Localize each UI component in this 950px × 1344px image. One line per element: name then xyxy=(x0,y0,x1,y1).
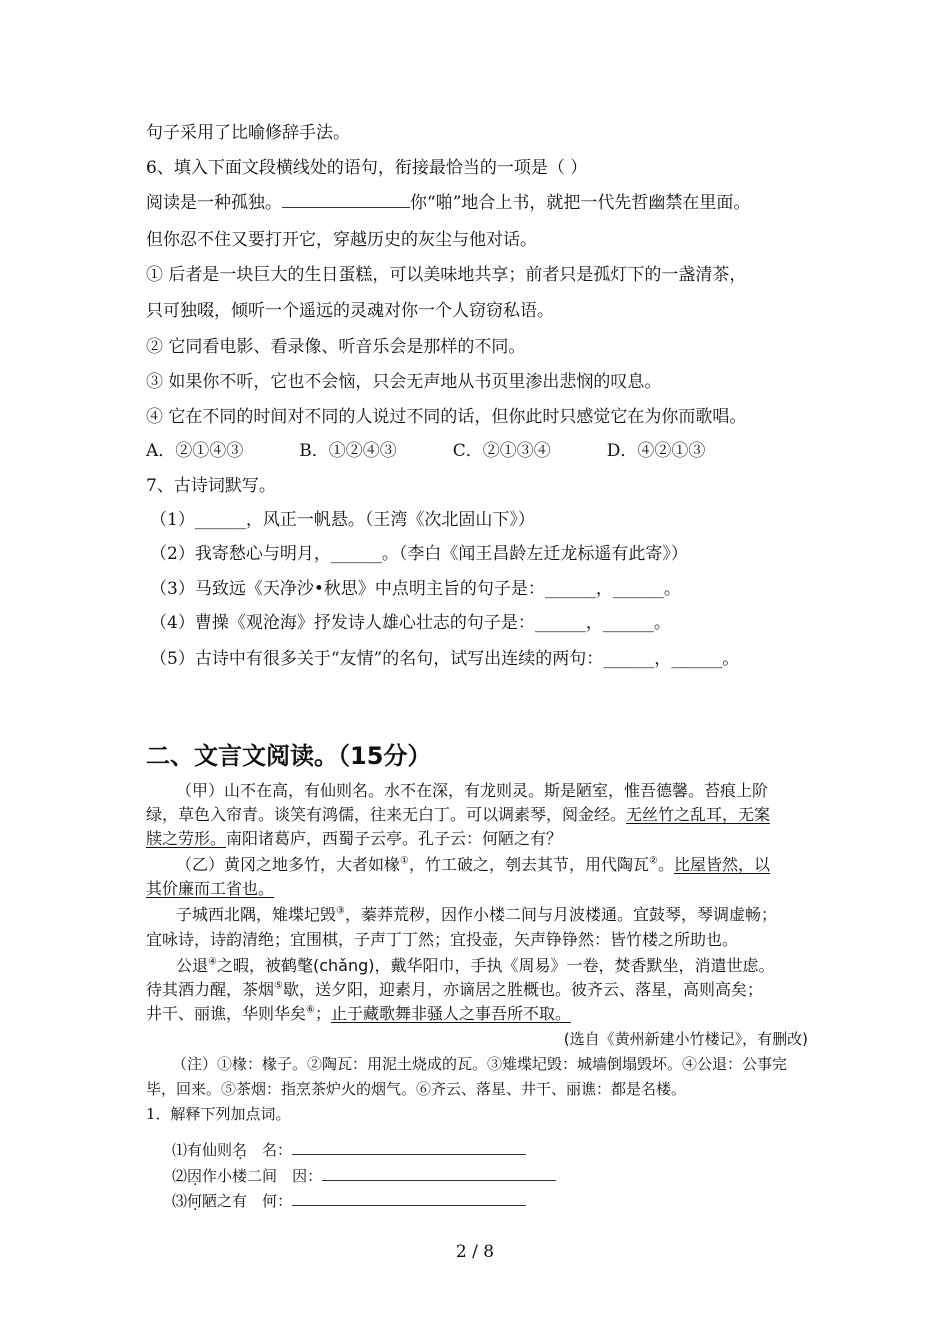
p3-line1: 公退④之暇，被鹤氅(chǎng)，戴华阳巾，手执《周易》一卷，焚香默坐，消遣世虑。 xyxy=(176,956,775,975)
q6-para-line2: 但你忍不住又要打开它，穿越历史的灰尘与他对话。 xyxy=(146,230,537,250)
q7-item-3: （3）马致远《天净沙•秋思》中点明主旨的句子是：______，______。 xyxy=(150,579,681,599)
footnote-mark: ⑥ xyxy=(306,1004,315,1016)
q6-options xyxy=(146,439,761,463)
q6-sentence-4: ④ 它在不同的时间对不同的人说过不同的话，但你此时只感觉它在为你而歌唱。 xyxy=(146,407,747,427)
source-citation: (选自《黄州新建小竹楼记》，有删改) xyxy=(563,1030,808,1048)
q7-item-4: （4）曹操《观沧海》抒发诗人雄心壮志的句子是：______，______。 xyxy=(150,613,671,633)
yi-line2 xyxy=(146,877,274,901)
q6-sentence-1b: 只可独啜，倾听一个遥远的灵魂对你一个人窃窃私语。 xyxy=(146,301,554,321)
footnote-mark: ① xyxy=(400,855,409,867)
answer-blank[interactable] xyxy=(292,1193,526,1206)
q7-item-1: （1）______，风正一帆悬。（王湾《次北固山下》） xyxy=(150,510,535,530)
q7-item-5: （5）古诗中有很多关于“友情”的名句，试写出连续的两句：______，______。 xyxy=(150,649,740,669)
q1-title: 1．解释下列加点词。 xyxy=(146,1105,291,1123)
underlined-sentence: 其价廉而工省也。 xyxy=(146,879,275,898)
q5-tail: 句子采用了比喻修辞手法。 xyxy=(146,123,350,143)
dotted-word: 因 xyxy=(187,1167,203,1185)
q6-sentence-3: ③ 如果你不听，它也不会恼，只会无声地从书页里渗出悲悯的叹息。 xyxy=(146,372,662,392)
answer-blank[interactable] xyxy=(322,1168,556,1181)
footnote-mark: ④ xyxy=(208,956,217,968)
note-line1: （注）①椽：椽子。②陶瓦：用泥土烧成的瓦。③雉堞圮毁：城墙倒塌毁坏。④公退：公事完 xyxy=(172,1055,788,1073)
explain-item-1: ⑴有仙则名 名： xyxy=(172,1138,526,1162)
option-a[interactable]: A．②①④③ xyxy=(146,441,244,461)
dotted-word: 名 xyxy=(232,1141,248,1159)
jia-line2: 绿，草色入帘青。谈笑有鸿儒，往来无白丁。可以调素琴，阅金经。无丝竹之乱耳，无案 xyxy=(146,805,771,824)
option-d[interactable]: D．④②①③ xyxy=(606,441,706,461)
underlined-sentence: 比屋皆然，以 xyxy=(673,855,770,874)
q6-para-line1: 阅读是一种孤独。 你“啪”地合上书，就把一代先哲幽禁在里面。 xyxy=(146,193,751,213)
q6-sentence-2: ② 它同看电影、看录像、听音乐会是那样的不同。 xyxy=(146,337,526,357)
p3-line3: 井干、丽谯，华则华矣⑥；止于藏歌舞非骚人之事吾所不取。 xyxy=(146,1004,572,1023)
explain-item-2: ⑵因作小楼二间 因： xyxy=(172,1164,556,1188)
p3-line2: 待其酒力醒，茶烟⑤歇，送夕阳，迎素月，亦谪居之胜概也。彼齐云、落星，高则高矣； xyxy=(146,980,763,999)
option-c[interactable]: C．②①③④ xyxy=(452,441,551,461)
jia-line1: （甲）山不在高，有仙则名。水不在深，有龙则灵。斯是陋室，惟吾德馨。苔痕上阶 xyxy=(176,781,769,800)
jia-line3: 牍之劳形。南阳诸葛庐，西蜀子云亭。孔子云：何陋之有？ xyxy=(146,829,563,848)
underlined-sentence: 止于藏歌舞非骚人之事吾所不取。 xyxy=(331,1004,572,1023)
q7-title: 7、古诗词默写。 xyxy=(146,476,276,496)
answer-blank[interactable] xyxy=(292,1142,526,1155)
page-number: 2 / 8 xyxy=(455,1242,495,1262)
q7-item-2: （2）我寄愁心与明月，______。（李白《闻王昌龄左迁龙标遥有此寄》） xyxy=(150,544,688,564)
q6-sentence-1a: ① 后者是一块巨大的生日蛋糕，可以美味地共享；前者只是孤灯下的一盏清茶， xyxy=(146,265,747,285)
note-line2: 毕，回来。⑤茶烟：指烹茶炉火的烟气。⑥齐云、落星、井干、丽谯：都是名楼。 xyxy=(146,1080,687,1098)
q6-title: 6、填入下面文段横线处的语句，衔接最恰当的一项是（ ） xyxy=(146,158,588,178)
underlined-sentence: 牍之劳形。 xyxy=(146,829,227,848)
yi-line1: （乙）黄冈之地多竹，大者如椽①，竹工破之，刳去其节，用代陶瓦②。比屋皆然，以 xyxy=(176,855,770,874)
underlined-sentence: 无丝竹之乱耳，无案 xyxy=(626,805,771,824)
p2-line1: 子城西北隅，雉堞圮毁③，蓁莽荒秽，因作小楼二间与月波楼通。宜鼓琴，琴调虚畅； xyxy=(176,905,777,924)
dotted-word: 何 xyxy=(187,1192,203,1210)
explain-item-3: ⑶何陋之有 何： xyxy=(172,1189,526,1213)
footnote-mark: ⑤ xyxy=(274,980,283,992)
answer-blank[interactable] xyxy=(282,191,410,208)
p2-line2: 宜咏诗，诗韵清绝；宜围棋，子声丁丁然；宜投壶，矢声铮铮然：皆竹楼之所助也。 xyxy=(146,930,739,949)
section-heading: 二、文言文阅读。（15分） xyxy=(146,742,432,770)
footnote-mark: ③ xyxy=(336,905,345,917)
footnote-mark: ② xyxy=(649,855,658,867)
option-b[interactable]: B．①②④③ xyxy=(299,441,397,461)
